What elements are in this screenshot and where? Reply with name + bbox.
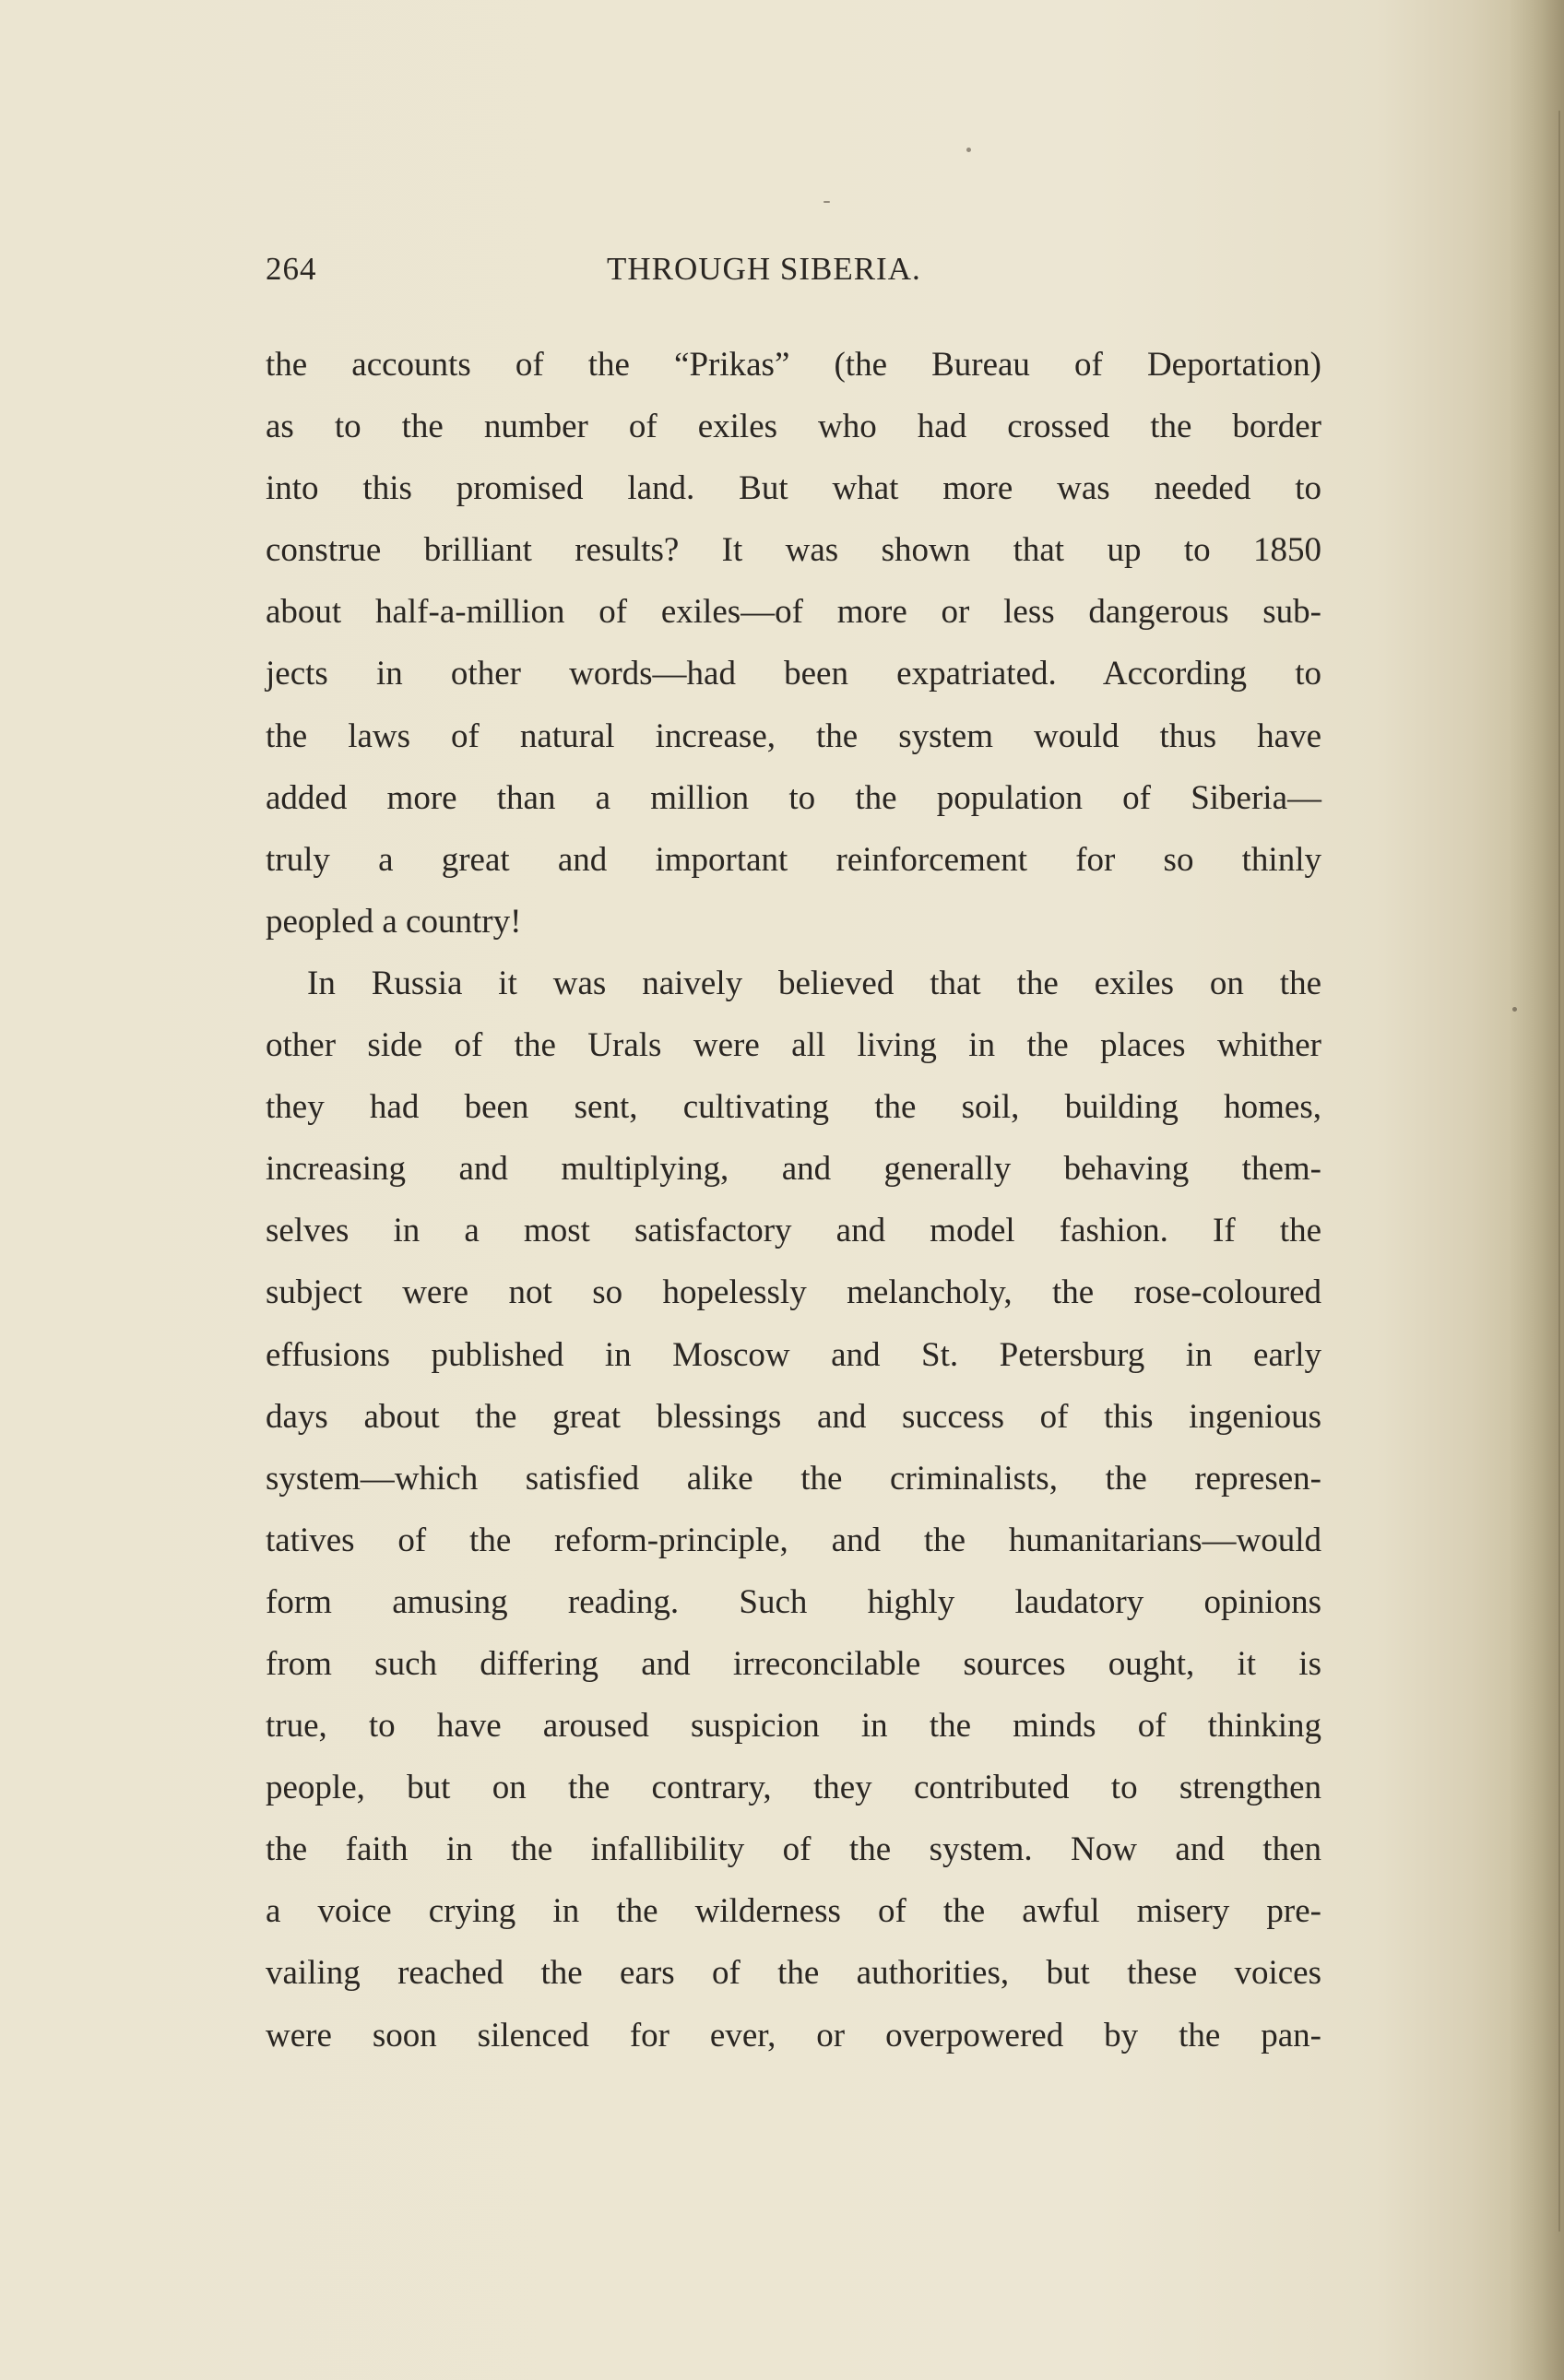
text-line: construe brilliant results? It was shown that up to 1850: [266, 531, 1321, 570]
text-line: other side of the Urals were all living in the places whither: [266, 1026, 1321, 1065]
page-number: 264: [266, 251, 317, 287]
text-line: form amusing reading. Such highly laudatory opinions: [266, 1582, 1321, 1621]
paper-speck: [966, 148, 971, 152]
text-line: selves in a most satisfactory and model fashion. If the: [266, 1212, 1321, 1250]
page-edge-line: [1558, 111, 1560, 2232]
text-line: truly a great and important reinforcement for so thinly: [266, 840, 1321, 879]
text-line: from such differing and irreconcilable sources ought, it is: [266, 1644, 1321, 1683]
running-title: THROUGH SIBERIA.: [607, 251, 921, 287]
text-line: into this promised land. But what more was needed to: [266, 469, 1321, 508]
text-line: about half-a-million of exiles—of more or less dangerous sub-: [266, 593, 1321, 632]
text-line: added more than a million to the population of Siberia—: [266, 778, 1321, 817]
text-line: they had been sent, cultivating the soil, building homes,: [266, 1088, 1321, 1127]
paragraph-end-line: peopled a country!: [266, 902, 522, 941]
page-edge-shadow: [1509, 0, 1564, 2380]
text-line: true, to have aroused suspicion in the minds of thinking: [266, 1707, 1321, 1746]
text-line: vailing reached the ears of the authorities, but these voices: [266, 1954, 1321, 1993]
text-line: people, but on the contrary, they contributed to strengthen: [266, 1769, 1321, 1807]
paragraph-start-line: In Russia it was naively believed that the exiles on the: [307, 964, 1321, 1002]
paper-speck: [1512, 1007, 1517, 1012]
text-line: a voice crying in the wilderness of the awful misery pre-: [266, 1892, 1321, 1931]
text-line: the faith in the infallibility of the system. Now and then: [266, 1830, 1321, 1869]
text-line: subject were not so hopelessly melancholy, the rose-coloured: [266, 1273, 1321, 1312]
text-line: system—which satisfied alike the criminalists, the represen-: [266, 1459, 1321, 1498]
text-line: the accounts of the “Prikas” (the Bureau of Deportation): [266, 346, 1321, 384]
text-line: effusions published in Moscow and St. Petersburg in early: [266, 1335, 1321, 1374]
paper-speck: [823, 201, 830, 203]
page-header: [266, 251, 1321, 306]
text-line: jects in other words—had been expatriated. According to: [266, 655, 1321, 693]
text-line: as to the number of exiles who had crossed the border: [266, 408, 1321, 446]
text-line: days about the great blessings and success of this ingenious: [266, 1397, 1321, 1436]
text-line: the laws of natural increase, the system would thus have: [266, 716, 1321, 755]
text-line: were soon silenced for ever, or overpowered by the pan-: [266, 2016, 1321, 2054]
body-text: [266, 334, 1321, 2066]
text-line: tatives of the reform-principle, and the humanitarians—would: [266, 1521, 1321, 1559]
text-line: increasing and multiplying, and generally behaving them-: [266, 1150, 1321, 1189]
